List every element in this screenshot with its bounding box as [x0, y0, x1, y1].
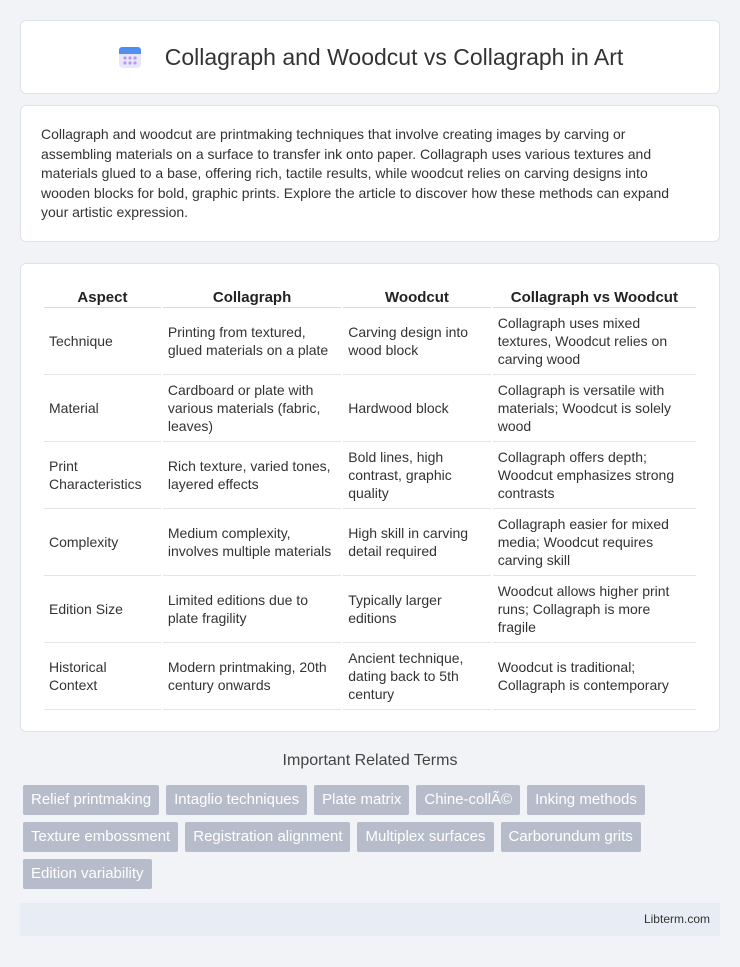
footer-site-link[interactable]: Libterm.com [643, 912, 710, 926]
table-cell: Edition Size [44, 576, 161, 643]
related-term-tag[interactable]: Plate matrix [314, 785, 409, 815]
column-header: Collagraph vs Woodcut [493, 284, 696, 308]
related-term-tag[interactable]: Intaglio techniques [166, 785, 307, 815]
table-cell: Ancient technique, dating back to 5th century [343, 643, 490, 710]
table-cell: Modern printmaking, 20th century onwards [163, 643, 341, 710]
related-terms-list [23, 785, 703, 896]
related-term-tag[interactable]: Edition variability [23, 859, 152, 889]
intro-card [20, 105, 720, 242]
intro-text: Collagraph and woodcut are printmaking techniques that involve creating images by carving or assembling materials on a surface to transfer ink onto paper. Collagraph uses various textures and materials glued to a base, offering rich, tactile results, while woodcut relies on carving designs into wooden blocks for bold, graphic prints. Explore the article to discover how these methods can expand your artistic expression. [41, 126, 670, 220]
calendar-icon [117, 44, 143, 70]
table-cell: Bold lines, high contrast, graphic quality [343, 442, 490, 509]
page-title: Collagraph and Woodcut vs Collagraph in Art [164, 43, 624, 70]
table-cell: Rich texture, varied tones, layered effects [163, 442, 341, 509]
table-cell: Collagraph uses mixed textures, Woodcut relies on carving wood [493, 308, 696, 375]
table-cell: Collagraph offers depth; Woodcut emphasizes strong contrasts [493, 442, 696, 509]
related-term-tag[interactable]: Relief printmaking [23, 785, 159, 815]
table-row [44, 442, 696, 509]
table-cell: Carving design into wood block [343, 308, 490, 375]
table-cell: Cardboard or plate with various materials (fabric, leaves) [163, 375, 341, 442]
table-cell: Collagraph easier for mixed media; Woodcut requires carving skill [493, 509, 696, 576]
related-term-tag[interactable]: Carborundum grits [501, 822, 641, 852]
table-cell: Woodcut allows higher print runs; Collagraph is more fragile [493, 576, 696, 643]
table-cell: Material [44, 375, 161, 442]
comparison-table [42, 284, 698, 710]
header-card [20, 20, 720, 94]
related-term-tag[interactable]: Registration alignment [185, 822, 350, 852]
table-cell: Hardwood block [343, 375, 490, 442]
table-cell: Complexity [44, 509, 161, 576]
comparison-table-card [20, 263, 720, 732]
table-cell: Medium complexity, involves multiple materials [163, 509, 341, 576]
related-terms-title: Important Related Terms [282, 752, 458, 769]
table-cell: Print Characteristics [44, 442, 161, 509]
related-term-tag[interactable]: Inking methods [527, 785, 645, 815]
column-header: Woodcut [343, 284, 490, 308]
column-header: Aspect [44, 284, 161, 308]
table-cell: Woodcut is traditional; Collagraph is contemporary [493, 643, 696, 710]
footer [20, 903, 720, 936]
table-header-row [44, 284, 696, 308]
table-row [44, 643, 696, 710]
related-term-tag[interactable]: Multiplex surfaces [357, 822, 493, 852]
related-term-tag[interactable]: Texture embossment [23, 822, 178, 852]
table-cell: Collagraph is versatile with materials; Woodcut is solely wood [493, 375, 696, 442]
table-row [44, 576, 696, 643]
table-cell: Historical Context [44, 643, 161, 710]
table-cell: Printing from textured, glued materials on a plate [163, 308, 341, 375]
table-cell: High skill in carving detail required [343, 509, 490, 576]
table-cell: Technique [44, 308, 161, 375]
table-row [44, 509, 696, 576]
table-row [44, 308, 696, 375]
related-term-tag[interactable]: Chine-collÃ© [416, 785, 520, 815]
column-header: Collagraph [163, 284, 341, 308]
table-cell: Limited editions due to plate fragility [163, 576, 341, 643]
table-row [44, 375, 696, 442]
table-cell: Typically larger editions [343, 576, 490, 643]
